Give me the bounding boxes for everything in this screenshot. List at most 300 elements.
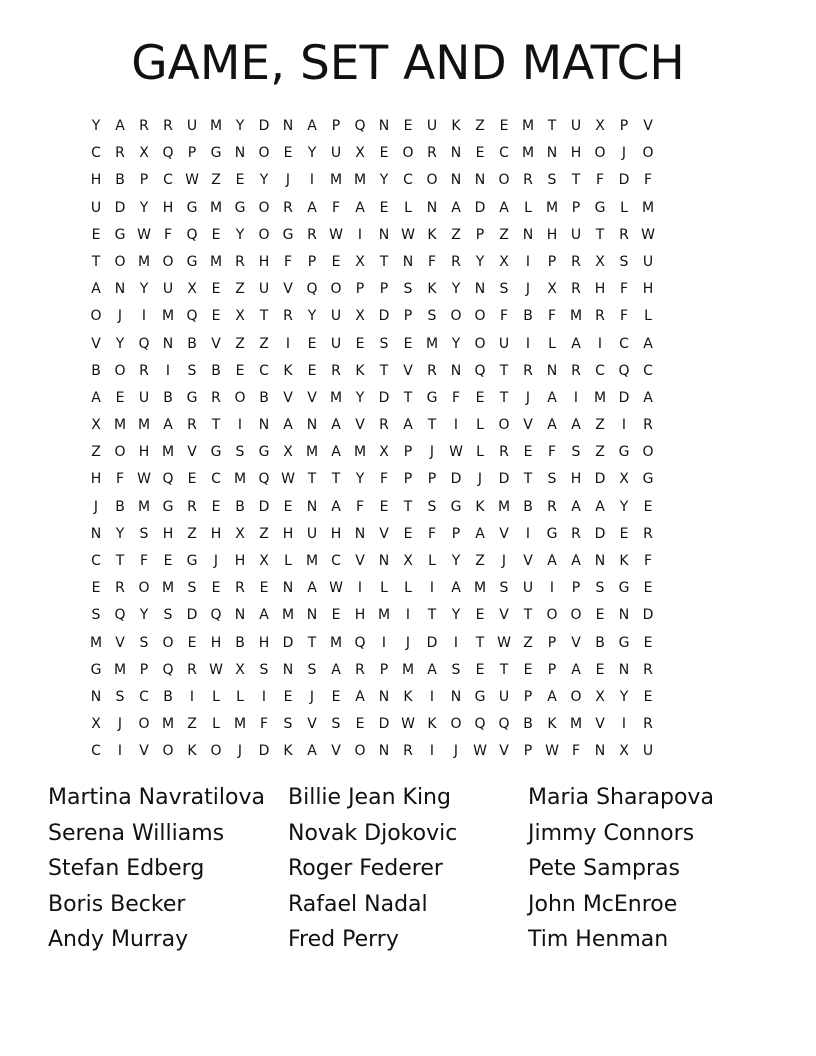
grid-letter: Q xyxy=(186,308,198,325)
grid-letter: W xyxy=(209,661,223,678)
grid-row xyxy=(84,358,732,385)
grid-letter: O xyxy=(234,389,246,406)
grid-letter: Z xyxy=(235,281,245,298)
grid-letter: L xyxy=(212,716,220,733)
grid-letter: O xyxy=(642,444,654,461)
grid-letter: L xyxy=(524,199,532,216)
grid-letter: R xyxy=(451,253,461,270)
grid-letter: T xyxy=(115,553,125,569)
grid-letter: F xyxy=(355,498,365,515)
grid-letter: S xyxy=(499,281,509,298)
grid-letter: S xyxy=(499,580,509,597)
grid-letter: E xyxy=(235,362,245,379)
grid-letter: Q xyxy=(162,471,174,488)
grid-letter: N xyxy=(354,525,366,542)
grid-letter: U xyxy=(186,118,198,134)
grid-letter: Y xyxy=(307,145,317,162)
grid-letter: V xyxy=(307,716,317,733)
grid-letter: V xyxy=(499,607,509,624)
grid-letter: B xyxy=(163,389,173,406)
grid-letter: E xyxy=(91,580,101,597)
grid-letter: N xyxy=(618,661,630,678)
grid-letter: E xyxy=(235,172,245,189)
grid-letter: G xyxy=(234,199,246,216)
grid-letter: P xyxy=(475,226,485,243)
grid-letter: E xyxy=(283,145,293,162)
grid-letter: E xyxy=(259,580,269,597)
grid-letter: G xyxy=(186,553,198,569)
grid-letter: M xyxy=(521,145,535,162)
grid-letter: X xyxy=(379,444,389,461)
grid-letter: Z xyxy=(187,525,197,542)
grid-letter: R xyxy=(619,226,629,243)
grid-letter: E xyxy=(211,580,221,597)
grid-letter: Z xyxy=(211,172,221,189)
grid-letter: K xyxy=(451,118,461,134)
grid-letter: A xyxy=(571,553,581,569)
grid-letter: B xyxy=(595,634,605,651)
grid-letter: V xyxy=(283,389,293,406)
grid-letter: W xyxy=(137,226,151,243)
grid-letter: E xyxy=(379,498,389,515)
grid-letter: Y xyxy=(379,172,389,189)
grid-letter: O xyxy=(570,688,582,705)
grid-letter: V xyxy=(115,634,125,651)
grid-letter: E xyxy=(283,688,293,705)
grid-letter: X xyxy=(235,661,245,678)
grid-letter: M xyxy=(569,716,583,733)
grid-letter: M xyxy=(305,444,319,461)
grid-letter: A xyxy=(571,417,581,434)
grid-letter: Q xyxy=(474,362,486,379)
grid-letter: E xyxy=(163,553,173,569)
grid-letter: N xyxy=(258,417,270,434)
grid-letter: E xyxy=(211,281,221,298)
grid-letter: P xyxy=(139,661,149,678)
grid-letter: X xyxy=(547,281,557,298)
grid-letter: S xyxy=(139,634,149,651)
grid-letter: W xyxy=(329,580,343,597)
grid-letter: A xyxy=(91,281,101,298)
grid-letter: K xyxy=(403,688,413,705)
grid-letter: Q xyxy=(618,362,630,379)
grid-letter: P xyxy=(379,661,389,678)
grid-letter: I xyxy=(453,634,459,651)
grid-letter: X xyxy=(91,716,101,733)
grid-letter: X xyxy=(595,118,605,134)
grid-letter: R xyxy=(427,145,437,162)
grid-letter: Y xyxy=(115,335,125,352)
grid-letter: T xyxy=(379,253,389,270)
grid-letter: D xyxy=(426,634,438,651)
grid-letter: C xyxy=(91,145,101,162)
grid-letter: N xyxy=(546,145,558,162)
grid-letter: O xyxy=(426,172,438,189)
grid-letter: V xyxy=(139,743,149,760)
grid-letter: A xyxy=(307,118,317,134)
grid-letter: N xyxy=(90,688,102,705)
grid-letter: X xyxy=(403,553,413,569)
grid-letter: C xyxy=(91,553,101,569)
grid-letter: N xyxy=(594,743,606,760)
grid-letter: U xyxy=(642,743,654,760)
grid-letter: A xyxy=(499,199,509,216)
grid-letter: M xyxy=(137,253,151,270)
grid-letter: B xyxy=(115,172,125,189)
grid-letter: N xyxy=(378,553,390,569)
grid-letter: M xyxy=(305,553,319,569)
grid-letter: E xyxy=(475,389,485,406)
grid-letter: J xyxy=(501,553,507,569)
grid-letter: K xyxy=(187,743,197,760)
grid-letter: Y xyxy=(451,553,461,569)
grid-letter: R xyxy=(643,716,653,733)
grid-letter: B xyxy=(91,362,101,379)
grid-letter: M xyxy=(233,716,247,733)
grid-letter: R xyxy=(499,444,509,461)
grid-letter: Q xyxy=(354,634,366,651)
grid-letter: Q xyxy=(186,226,198,243)
grid-letter: F xyxy=(619,308,629,325)
grid-letter: H xyxy=(258,634,270,651)
grid-letter: G xyxy=(186,199,198,216)
grid-letter: Z xyxy=(451,226,461,243)
grid-letter: U xyxy=(258,281,270,298)
grid-letter: E xyxy=(283,498,293,515)
grid-letter: U xyxy=(498,335,510,352)
grid-letter: L xyxy=(548,335,556,352)
grid-row xyxy=(84,195,732,222)
grid-letter: E xyxy=(403,525,413,542)
grid-letter: P xyxy=(187,145,197,162)
grid-letter: Y xyxy=(139,607,149,624)
grid-letter: H xyxy=(258,253,270,270)
grid-letter: O xyxy=(114,444,126,461)
grid-letter: M xyxy=(641,199,655,216)
grid-letter: P xyxy=(379,281,389,298)
grid-letter: H xyxy=(546,226,558,243)
grid-letter: S xyxy=(451,661,461,678)
grid-letter: D xyxy=(378,389,390,406)
grid-row xyxy=(84,711,732,738)
grid-letter: P xyxy=(523,688,533,705)
grid-letter: B xyxy=(115,498,125,515)
grid-letter: Q xyxy=(210,607,222,624)
grid-letter: Y xyxy=(235,118,245,134)
grid-letter: V xyxy=(355,417,365,434)
grid-letter: E xyxy=(475,145,485,162)
grid-letter: B xyxy=(523,308,533,325)
grid-letter: R xyxy=(211,389,221,406)
grid-letter: N xyxy=(282,580,294,597)
grid-letter: L xyxy=(476,444,484,461)
grid-letter: M xyxy=(377,607,391,624)
grid-letter: S xyxy=(403,281,413,298)
grid-letter: X xyxy=(91,417,101,434)
grid-letter: R xyxy=(187,661,197,678)
grid-letter: H xyxy=(642,281,654,298)
grid-letter: E xyxy=(619,525,629,542)
grid-letter: W xyxy=(329,226,343,243)
grid-letter: D xyxy=(618,172,630,189)
grid-letter: I xyxy=(549,580,555,597)
grid-row xyxy=(84,276,732,303)
word-column xyxy=(528,780,768,958)
grid-letter: N xyxy=(402,253,414,270)
grid-letter: F xyxy=(427,525,437,542)
grid-letter: Y xyxy=(619,688,629,705)
grid-letter: C xyxy=(643,362,653,379)
grid-letter: X xyxy=(355,145,365,162)
grid-letter: L xyxy=(644,308,652,325)
grid-letter: B xyxy=(187,335,197,352)
grid-letter: I xyxy=(189,688,195,705)
grid-letter: B xyxy=(163,688,173,705)
grid-letter: L xyxy=(428,553,436,569)
grid-letter: P xyxy=(571,580,581,597)
grid-letter: T xyxy=(499,389,509,406)
grid-letter: B xyxy=(523,498,533,515)
grid-letter: G xyxy=(210,444,222,461)
grid-letter: Y xyxy=(91,118,101,134)
grid-letter: W xyxy=(401,716,415,733)
grid-letter: H xyxy=(210,525,222,542)
grid-letter: K xyxy=(619,553,629,569)
grid-letter: B xyxy=(211,362,221,379)
grid-letter: R xyxy=(571,253,581,270)
grid-letter: T xyxy=(91,253,101,270)
grid-letter: C xyxy=(163,172,173,189)
grid-letter: W xyxy=(473,743,487,760)
grid-letter: P xyxy=(547,634,557,651)
grid-letter: I xyxy=(621,417,627,434)
grid-letter: B xyxy=(259,389,269,406)
grid-letter: U xyxy=(426,118,438,134)
grid-letter: F xyxy=(259,716,269,733)
grid-letter: H xyxy=(354,607,366,624)
grid-letter: L xyxy=(212,688,220,705)
grid-letter: O xyxy=(138,716,150,733)
grid-letter: F xyxy=(595,172,605,189)
grid-letter: G xyxy=(162,498,174,515)
grid-letter: O xyxy=(138,580,150,597)
grid-letter: I xyxy=(381,634,387,651)
grid-letter: F xyxy=(547,308,557,325)
grid-letter: I xyxy=(429,743,435,760)
grid-letter: E xyxy=(595,607,605,624)
grid-letter: M xyxy=(209,118,223,134)
grid-letter: S xyxy=(187,362,197,379)
grid-letter: A xyxy=(331,417,341,434)
grid-letter: S xyxy=(163,607,173,624)
grid-letter: I xyxy=(405,607,411,624)
grid-letter: M xyxy=(161,580,175,597)
grid-row xyxy=(84,738,732,765)
grid-letter: S xyxy=(115,688,125,705)
grid-letter: T xyxy=(475,634,485,651)
grid-row xyxy=(84,439,732,466)
grid-letter: X xyxy=(139,145,149,162)
grid-letter: W xyxy=(185,172,199,189)
grid-letter: N xyxy=(450,172,462,189)
grid-letter: N xyxy=(234,145,246,162)
word-item: Tim Henman xyxy=(528,927,669,952)
grid-letter: F xyxy=(643,172,653,189)
grid-letter: J xyxy=(117,308,123,325)
grid-letter: I xyxy=(285,335,291,352)
grid-letter: X xyxy=(283,444,293,461)
grid-letter: F xyxy=(283,253,293,270)
grid-letter: R xyxy=(235,580,245,597)
grid-letter: N xyxy=(378,226,390,243)
grid-letter: R xyxy=(187,417,197,434)
word-item: Billie Jean King xyxy=(288,785,451,810)
grid-letter: H xyxy=(162,525,174,542)
grid-letter: O xyxy=(498,172,510,189)
grid-letter: K xyxy=(355,362,365,379)
grid-letter: F xyxy=(547,444,557,461)
grid-letter: A xyxy=(451,580,461,597)
grid-row xyxy=(84,548,732,575)
grid-letter: Q xyxy=(258,471,270,488)
grid-letter: U xyxy=(330,308,342,325)
grid-letter: E xyxy=(475,661,485,678)
grid-row xyxy=(84,113,732,140)
grid-letter: I xyxy=(525,253,531,270)
word-item: Pete Sampras xyxy=(528,856,681,881)
grid-letter: C xyxy=(139,688,149,705)
grid-letter: I xyxy=(237,417,243,434)
grid-letter: G xyxy=(186,389,198,406)
grid-letter: A xyxy=(307,580,317,597)
grid-letter: I xyxy=(261,688,267,705)
grid-letter: R xyxy=(427,362,437,379)
grid-letter: O xyxy=(162,634,174,651)
grid-letter: U xyxy=(570,226,582,243)
grid-letter: E xyxy=(211,498,221,515)
grid-letter: D xyxy=(114,199,126,216)
grid-letter: N xyxy=(474,172,486,189)
grid-letter: N xyxy=(450,362,462,379)
word-item: Boris Becker xyxy=(48,891,186,917)
grid-letter: Y xyxy=(115,525,125,542)
grid-letter: S xyxy=(595,580,605,597)
grid-letter: A xyxy=(307,199,317,216)
grid-letter: P xyxy=(427,471,437,488)
grid-letter: M xyxy=(521,118,535,134)
grid-letter: G xyxy=(90,661,102,678)
grid-letter: T xyxy=(499,661,509,678)
grid-letter: T xyxy=(571,172,581,189)
grid-letter: Z xyxy=(475,553,485,569)
grid-letter: Q xyxy=(162,661,174,678)
grid-letter: Z xyxy=(91,444,101,461)
grid-letter: D xyxy=(258,743,270,760)
grid-letter: E xyxy=(523,661,533,678)
grid-letter: X xyxy=(235,525,245,542)
grid-row xyxy=(84,222,732,249)
grid-letter: N xyxy=(426,199,438,216)
grid-letter: N xyxy=(114,281,126,298)
grid-letter: A xyxy=(547,417,557,434)
grid-letter: K xyxy=(475,498,485,515)
grid-letter: D xyxy=(498,471,510,488)
grid-letter: O xyxy=(474,335,486,352)
grid-letter: N xyxy=(162,335,174,352)
grid-letter: G xyxy=(186,253,198,270)
grid-letter: N xyxy=(306,498,318,515)
grid-letter: F xyxy=(619,281,629,298)
grid-letter: M xyxy=(353,444,367,461)
grid-row xyxy=(84,249,732,276)
grid-letter: V xyxy=(403,362,413,379)
grid-letter: A xyxy=(571,498,581,515)
grid-row xyxy=(84,684,732,711)
grid-letter: P xyxy=(547,253,557,270)
word-list xyxy=(48,780,768,958)
grid-letter: Z xyxy=(475,118,485,134)
grid-letter: R xyxy=(571,525,581,542)
grid-letter: V xyxy=(211,335,221,352)
grid-letter: O xyxy=(162,253,174,270)
grid-letter: H xyxy=(90,172,102,189)
grid-letter: V xyxy=(523,553,533,569)
grid-letter: Y xyxy=(307,308,317,325)
grid-letter: J xyxy=(429,444,435,461)
grid-letter: W xyxy=(641,226,655,243)
grid-letter: A xyxy=(307,743,317,760)
grid-letter: M xyxy=(401,661,415,678)
grid-letter: R xyxy=(523,172,533,189)
grid-letter: H xyxy=(234,553,246,569)
grid-letter: M xyxy=(353,172,367,189)
grid-letter: H xyxy=(570,145,582,162)
grid-letter: I xyxy=(141,308,147,325)
word-item: Rafael Nadal xyxy=(288,891,428,917)
grid-letter: S xyxy=(547,172,557,189)
grid-letter: N xyxy=(450,688,462,705)
grid-letter: O xyxy=(354,743,366,760)
grid-letter: S xyxy=(187,580,197,597)
grid-letter: I xyxy=(453,417,459,434)
grid-letter: Y xyxy=(451,335,461,352)
grid-letter: L xyxy=(404,199,412,216)
grid-letter: T xyxy=(331,471,341,488)
word-item: Martina Navratilova xyxy=(48,785,265,810)
grid-letter: C xyxy=(499,145,509,162)
grid-letter: H xyxy=(210,634,222,651)
grid-row xyxy=(84,630,732,657)
grid-letter: U xyxy=(138,389,150,406)
grid-letter: K xyxy=(427,226,437,243)
grid-letter: M xyxy=(329,389,343,406)
grid-letter: S xyxy=(235,444,245,461)
grid-letter: D xyxy=(378,716,390,733)
grid-row xyxy=(84,657,732,684)
grid-letter: T xyxy=(379,362,389,379)
word-item: Jimmy Connors xyxy=(528,820,695,846)
grid-letter: R xyxy=(115,580,125,597)
grid-letter: Z xyxy=(259,525,269,542)
grid-letter: J xyxy=(525,389,531,406)
grid-letter: T xyxy=(523,471,533,488)
grid-letter: P xyxy=(571,199,581,216)
grid-letter: O xyxy=(330,281,342,298)
grid-letter: S xyxy=(379,335,389,352)
grid-letter: J xyxy=(309,688,315,705)
grid-letter: X xyxy=(595,253,605,270)
grid-letter: I xyxy=(429,688,435,705)
